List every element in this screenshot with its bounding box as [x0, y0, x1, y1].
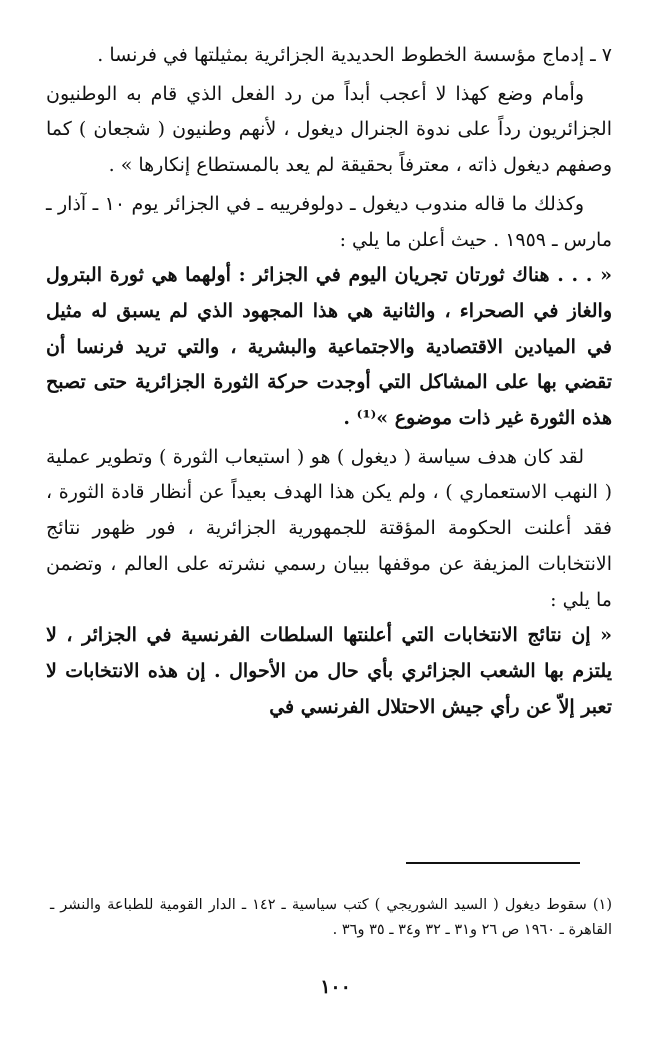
footnote: (١) سقوط ديغول ( السيد الشوريجي ) كتب سياسية ـ ١٤٢ ـ الدار القومية للطباعة والنشر ـ القاهرة ـ ١٩٦٠ ص ٢٦ و٣١ ـ ٣٢ و٣٤ ـ ٣٥ و٣٦ . [50, 897, 612, 938]
paragraph-item-7: ٧ ـ إدماج مؤسسة الخطوط الحديدية الجزائرية بمثيلتها في فرنسا . [97, 44, 612, 66]
quote-two-revolutions: « . . . هناك ثورتان تجريان اليوم في الجزائر : أولهما هي ثورة البترول والغاز في الصحراء ، والثانية هي هذا المجهود الذي لم يسبق له مثيل في الميادين الاقتصادية والاجتماعية والبشرية ، والتي تريد فرنسا أن تقضي بها على المشاكل التي أوجدت حركة الثورة الجزائرية حتى تصبح هذه الثورة غير ذات موضوع »⁽¹⁾ . [46, 264, 612, 430]
paragraph-reaction: وأمام وضع كهذا لا أعجب أبداً من رد الفعل الذي قام به الوطنيون الجزائريون رداً على ندوة الجنرال ديغول ، لأنهم وطنيون ( شجعان ) كما وصفهم ديغول ذاته ، معترفاً بحقيقة لم يعد بالمستطاع إنكارها » . [46, 82, 612, 177]
paragraph-delouvrier: وكذلك ما قاله مندوب ديغول ـ دولوفرييه ـ في الجزائر يوم ١٠ ـ آذار ـ مارس ـ ١٩٥٩ . حيث أعلن ما يلي : [46, 192, 612, 251]
quote-elections-statement: « إن نتائج الانتخابات التي أعلنتها السلطات الفرنسية في الجزائر ، لا يلتزم بها الشعب الجزائري بأي حال من الأحوال . إن هذه الانتخابات لا تعبر إلاّ عن رأي جيش الاحتلال الفرنسي في [46, 624, 612, 718]
page-number: ١٠٠ [320, 976, 351, 998]
document-page [46, 38, 612, 725]
paragraph-de-gaulle-policy: لقد كان هدف سياسة ( ديغول ) هو ( استيعاب الثورة ) وتطوير عملية ( النهب الاستعماري ) ، ولم يكن هذا الهدف بعيداً عن أنظار قادة الثورة ، فقد أعلنت الحكومة المؤقتة للجمهورية الجزائرية ، فور ظهور نتائج الانتخابات المزيفة عن موقفها ببيان رسمي نشرته على العالم ، وتضمن ما يلي : [46, 445, 612, 611]
footnote-divider [406, 862, 580, 864]
